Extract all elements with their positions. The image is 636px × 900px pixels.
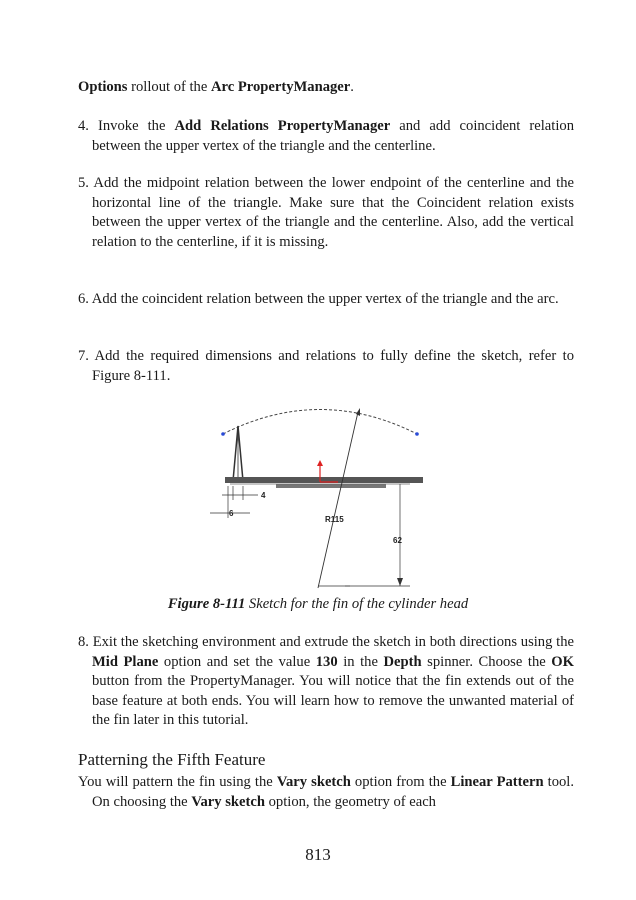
dimension-4-label: 4 <box>261 491 266 500</box>
text: You will pattern the fin using the <box>78 774 277 790</box>
bold-text: Mid Plane <box>92 653 159 670</box>
dimension-6-label: 6 <box>229 509 234 518</box>
arc-endpoint-left <box>221 432 225 436</box>
text: option, the geometry of each <box>264 793 436 810</box>
sketch-arc <box>223 410 417 435</box>
dimension-r115-label: R115 <box>325 515 344 524</box>
bold-text: Vary sketch <box>276 774 351 790</box>
origin-arrow-icon <box>317 460 323 466</box>
dim-62-arrow-icon <box>397 578 403 586</box>
text: 7. Add the required dimensions and relations to fully define the sketch, refer to Figure 8-111. <box>78 348 574 384</box>
pattern-intro-paragraph <box>78 773 574 812</box>
text: in the <box>337 653 384 670</box>
dimension-62-label: 62 <box>393 536 402 545</box>
radius-arrow-icon <box>356 408 360 416</box>
section-heading: Patterning the Fifth Feature <box>78 750 266 769</box>
bold-text: Depth <box>383 653 422 670</box>
text: 4. Invoke the <box>78 118 175 134</box>
step-4-paragraph <box>78 117 574 156</box>
text: spinner. Choose the <box>421 653 552 670</box>
bold-text: 130 <box>315 653 338 670</box>
bold-text: Add Relations PropertyManager <box>174 118 391 134</box>
page-number: 813 <box>305 845 331 864</box>
text: option from the <box>350 774 451 790</box>
bold-text: OK <box>551 653 574 670</box>
text: 6. Add the coincident relation between the upper vertex of the triangle and the arc. <box>78 291 559 307</box>
caption-bold: Figure 8-111 <box>167 596 246 612</box>
caption-text: Sketch for the fin of the cylinder head <box>245 596 469 612</box>
paragraph-options-rollout <box>78 78 574 98</box>
text: button from the PropertyManager. You will notice that the fin extends out of the base feature at both ends. You will learn how to remove the unwanted material of the fin later in this tutorial. <box>92 673 574 728</box>
text: 8. Exit the sketching environment and extrude the sketch in both directions using the <box>78 634 574 650</box>
bold-text: Arc PropertyManager <box>210 79 351 95</box>
text: option and set the value <box>158 653 316 670</box>
step-5-paragraph <box>78 174 574 252</box>
bold-text: Vary sketch <box>191 793 265 810</box>
arc-endpoint-right <box>415 432 419 436</box>
text: rollout of the <box>127 79 211 95</box>
step-6-paragraph <box>78 290 574 310</box>
text: tool. On choosing the <box>92 774 575 810</box>
fin-sketch-figure <box>200 400 440 590</box>
bold-text: Options <box>78 79 128 95</box>
text: and add coincident relation between the upper vertex of the triangle and the centerline. <box>92 118 574 154</box>
text: . <box>350 79 354 95</box>
figure-caption <box>0 596 636 613</box>
base-body-bottom <box>276 484 386 488</box>
step-8-paragraph <box>78 633 574 731</box>
radius-leader-line <box>318 412 358 588</box>
step-7-paragraph <box>78 347 574 386</box>
bold-text: Linear Pattern <box>450 774 544 790</box>
text: 5. Add the midpoint relation between the lower endpoint of the centerline and the horizontal line of the triangle. Make sure that the Coincident relation exists between the upper vertex of the triangle and the centerline. Also, add the vertical relation to the centerline, if it is missing. <box>78 175 574 250</box>
